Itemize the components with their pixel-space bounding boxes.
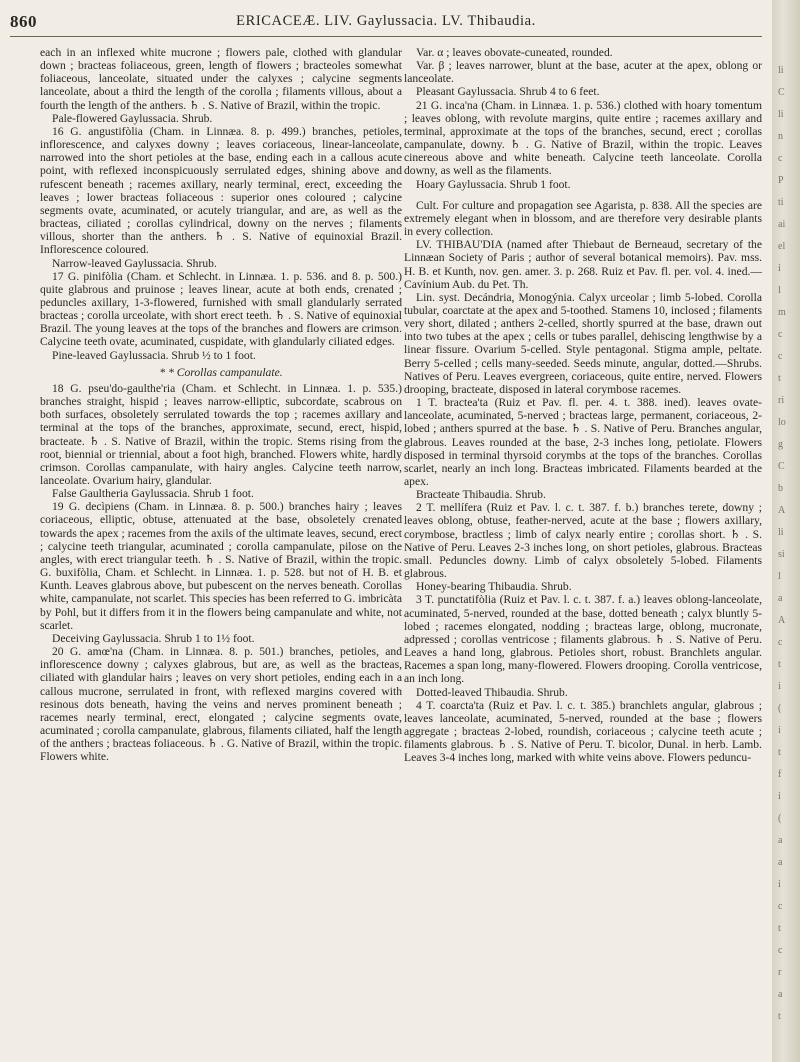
species-entry: 2 T. mellífera (Ruiz et Pav. l. c. t. 387. f. b.) branches terete, downy ; leaves oblong, obtuse, feather-nerved, acute at the base ; flowers axillary, corymbose, bractless ; limb of calyx nearly entire ; corollas short. ♄ . S. Native of Peru. Leaves 2-3 inches long, on short petioles, glabrous. Bracteas small. Peduncles downy. Limb of calyx obsoletely 5-lobed. Filaments glabrous. (404, 501, 762, 581)
edge-fragment: ri (778, 395, 785, 406)
facing-page-fragments (778, 60, 794, 1028)
edge-fragment: f (778, 769, 782, 780)
edge-fragment: si (778, 549, 785, 560)
edge-fragment: ai (778, 219, 786, 230)
edge-fragment: r (778, 967, 782, 978)
page-number: 860 (10, 12, 37, 31)
edge-fragment: c (778, 329, 783, 340)
common-name-line: Dotted-leaved Thibaudia. Shrub. (416, 685, 568, 699)
edge-fragment: A (778, 615, 786, 626)
common-name-line: Pale-flowered Gaylussacia. Shrub. (52, 111, 213, 125)
edge-fragment: ( (778, 703, 782, 714)
edge-fragment: t (778, 373, 781, 384)
common-name-line: Deceiving Gaylussacia. Shrub 1 to 1½ foot. (52, 631, 255, 645)
edge-fragment: t (778, 1011, 781, 1022)
edge-fragment: ( (778, 813, 782, 824)
common-name-line: Var. β ; leaves narrower, blunt at the base, acuter at the apex, oblong or lanceolate. (404, 59, 762, 86)
genus-heading-paragraph: LV. THIBAU'DIA (named after Thiebaut de Berneaud, secretary of the Linnæan Society of Paris ; author of several botanical memoirs). Pav. mss. H. B. et Kunth, nov. gen. amer. 3. p. 268. Ruiz et Pav. fl. per. vol. 4. ined.—Cavínium Aub. du Pet. Th. (404, 238, 762, 291)
edge-fragment: l (778, 285, 781, 296)
facing-page-edge (772, 0, 800, 1062)
running-title: ERICACEÆ. LIV. Gaylussacia. LV. Thibaudia. (236, 13, 536, 29)
edge-fragment: t (778, 659, 781, 670)
species-entry: 20 G. amœ'na (Cham. in Linnæa. 8. p. 501.) branches, petioles, and inflorescence downy ; calyxes glabrous, but are, as well as the bracteas, ciliated with glandular hairs ; leaves on very short petioles, ending each in a callous mucrone, serrulated in front, with reflexed margins covered with resinous dots beneath, having the veins and nerves prominent beneath ; racemes nearly terminal, erect, elongated ; calycine segments ovate, acuminated ; corolla campanulate, glabrous, filaments ciliated, half the length of the anthers ; bracteas foliaceous. ♄ . G. Native of Brazil, within the tropic. Flowers white. (40, 645, 402, 764)
edge-fragment: ti (778, 197, 784, 208)
species-entry: 1 T. bractea'ta (Ruiz et Pav. fl. per. 4. t. 388. ined). leaves ovate-lanceolate, acuminated, 5-nerved ; bracteas large, permanent, coriaceous, 2-lobed ; anthers spurred at the base. ♄ . S. Native of Peru. Branches angular, glabrous. Leaves rounded at the base, 2-3 inches long, petiolate. Flowers disposed in terminal thyrsoid corymbs at the tops of the branches. Corollas scarlet, nearly an inch long. Bracteas imbricated. Filaments bearded at the apex. (404, 396, 762, 488)
edge-fragment: a (778, 857, 783, 868)
edge-fragment: a (778, 989, 783, 1000)
common-name-line: Pine-leaved Gaylussacia. Shrub ½ to 1 foot. (52, 348, 256, 362)
page-header (8, 12, 764, 36)
edge-fragment: g (778, 439, 783, 450)
edge-fragment: li (778, 109, 784, 120)
species-entry: Lin. syst. Decándria, Monogýnia. Calyx urceolar ; limb 5-lobed. Corolla tubular, coarctate at the apex and 5-toothed. Stamens 10, inclosed ; filaments very short, dilated ; anthers 2-celled, shortly spurred at the base, drawn out into two tubes at the apex ; cells or tubes parallel, dehiscing lengthwise by a linear fissure. Ovarium 5-celled. Style pentagonal. Stigma ample, peltate. Berry 5-celled ; cells many-seeded. Seeds minute, angular, dotted.—Shrubs. Natives of Peru. Leaves evergreen, coriaceous, quite entire, nerved. Flowers drooping, bracteate, disposed in lateral corymbose racemes. (404, 290, 762, 396)
common-name-line: Honey-bearing Thibaudia. Shrub. (416, 580, 572, 594)
edge-fragment: l (778, 571, 781, 582)
edge-fragment: i (778, 263, 781, 274)
edge-fragment: i (778, 725, 781, 736)
common-name-line: Pleasant Gaylussacia. Shrub 4 to 6 feet. (416, 85, 600, 99)
edge-fragment: P (778, 175, 784, 186)
species-entry: 21 G. inca'na (Cham. in Linnæa. 1. p. 536.) clothed with hoary tomentum ; leaves oblong, with revolute margins, quite entire ; racemes axillary and terminal, approximate at the tops of the branches, secund, erect ; corollas campanulate, downy. ♄ . G. Native of Brazil, within the tropic. Leaves cinereous above and white beneath. Calycine teeth lanceolate. Corolla downy, as well as the filaments. (404, 98, 762, 178)
edge-fragment: c (778, 945, 783, 956)
section-heading: * * Corollas campanulate. (159, 365, 283, 379)
edge-fragment: m (778, 307, 786, 318)
cultivation-note: Cult. For culture and propagation see Agarista, p. 838. All the species are extremely elegant when in blossom, and are therefore very desirable plants in every collection. (404, 198, 762, 239)
edge-fragment: c (778, 153, 783, 164)
species-entry: 18 G. pseu'do-gaulthe'ria (Cham. et Schlecht. in Linnæa. 1. p. 535.) branches straight, hispid ; leaves narrow-elliptic, subcordate, scabrous on both surfaces, obsoletely serrulated towards the top ; racemes axillary and terminal at the tops of the branches, approximate, secund, erect, hispid, bracteate. ♄ . S. Native of Brazil, within the tropic. Stems rising from the root, biennial or triennial, about a foot high, branched. Flowers white, hardly crimson. Corollas campanulate, with hairy angles. Calycine teeth narrow, lanceolate. Ovarium hairy, glandular. (40, 381, 402, 487)
edge-fragment: C (778, 87, 785, 98)
edge-fragment: t (778, 747, 781, 758)
edge-fragment: i (778, 681, 781, 692)
edge-fragment: a (778, 835, 783, 846)
edge-fragment: b (778, 483, 783, 494)
common-name-line: Bracteate Thibaudia. Shrub. (416, 488, 546, 502)
species-entry: 3 T. punctatifòlia (Ruiz et Pav. l. c. t. 387. f. a.) leaves oblong-lanceolate, acuminated, 5-nerved, rounded at the base, dotted beneath ; calyx bluntly 5-lobed ; racemes elongated, nodding ; bracteas large, oblong, mucronate, adpressed ; corollas ventricose ; filaments glabrous. ♄ . S. Native of Peru. Leaves a hand long, glabrous. Petioles short, robust. Branchlets angular. Racemes a span long, many-flowered. Flowers drooping. Corolla ventricose, an inch long. (404, 593, 762, 686)
edge-fragment: li (778, 527, 784, 538)
edge-fragment: c (778, 901, 783, 912)
common-name-line: Var. α ; leaves obovate-cuneated, rounded. (416, 46, 613, 59)
edge-fragment: A (778, 505, 786, 516)
edge-fragment: el (778, 241, 786, 252)
edge-fragment: c (778, 637, 783, 648)
edge-fragment: C (778, 461, 785, 472)
species-entry: 19 G. decìpiens (Cham. in Linnæa. 8. p. 500.) branches hairy ; leaves coriaceous, elliptic, obtuse, attenuated at the base, obsoletely crenated towards the apex ; racemes from the axils of the ultimate leaves, secund, erect ; calycine teeth triangular, acuminated ; corolla campanulate, pilose on the angles, with erect triangular teeth. ♄ . S. Native of Brazil, within the tropic. G. buxifòlia, Cham. et Schlecht. in Linnæa. 1. p. 528. but not of H. B. et Kunth. Leaves glabrous above, but pubescent on the nerves beneath. Corollas white, campanulate, not scarlet. This species has been referred to G. imbricàta by Pohl, but it differs from it in the flowers being campanulate and white, not scarlet. (40, 500, 402, 632)
edge-fragment: t (778, 923, 781, 934)
common-name-line: Hoary Gaylussacia. Shrub 1 foot. (416, 177, 571, 191)
species-entry: 16 G. angustifòlia (Cham. in Linnæa. 8. p. 499.) branches, petioles, inflorescence, and calyxes downy ; leaves coriaceous, linear-lanceolate, narrowed into the short petioles at the base, ending each in a callous acute point, with reflexed inconspicuously serrulated edges, shining above and rufescent beneath ; racemes axillary, nearly terminal, erect, exceeding the leaves ; lower bracteas foliaceous : superior ones coloured ; calycine segments ovate, acuminated, or acutely triangular, and are, as well as the bracteas, ciliated ; corollas cylindrical, downy on the nerves ; filaments villous, shorter than the anthers. ♄ . S. Native of equinoxial Brazil. Inflorescence coloured. (40, 124, 402, 257)
species-entry: 17 G. pinifòlia (Cham. et Schlecht. in Linnæa. 1. p. 536. and 8. p. 500.) quite glabrous and pruinose ; leaves linear, acute at both ends, crenated ; peduncles axillary, 1-3-flowered, furnished with small glandularly serrated bracteas ; corolla urceolate, with short erect teeth. ♄ . S. Native of equinoxial Brazil. The young leaves at the tops of the branches and flowers are crimson. Calycine teeth ovate, acuminated, cuspidate, with glandularly ciliated edges. (40, 269, 402, 349)
header-rule (10, 36, 762, 37)
edge-fragment: i (778, 791, 781, 802)
continued-paragraph: each in an inflexed white mucrone ; flowers pale, clothed with glandular down ; bracteas foliaceous, green, length of flowers ; bracteoles somewhat foliaceous, lanceolate, situated under the calyxes ; calycine segments lanceolate, about a third the length of the corolla ; filaments villous, about a fourth the length of the anthers. ♄ . S. Native of Brazil, within the tropic. (40, 46, 402, 112)
common-name-line: Narrow-leaved Gaylussacia. Shrub. (52, 256, 217, 270)
common-name-line: False Gaultheria Gaylussacia. Shrub 1 foot. (52, 487, 254, 501)
edge-fragment: lo (778, 417, 786, 428)
species-entry: 4 T. coarcta'ta (Ruiz et Pav. l. c. t. 385.) branchlets angular, glabrous ; leaves lanceolate, acuminated, 5-nerved, rounded at the base ; flowers aggregate ; bracteas 2-lobed, roundish, coriaceous ; calycine teeth acute ; filaments glabrous. ♄ . S. Native of Peru. T. bicolor, Dunal. in herb. Lamb. Leaves 3-4 inches long, marked with white veins above. Flowers peduncu- (404, 698, 762, 765)
edge-fragment: n (778, 131, 783, 142)
edge-fragment: c (778, 351, 783, 362)
edge-fragment: li (778, 65, 784, 76)
edge-fragment: i (778, 879, 781, 890)
edge-fragment: a (778, 593, 783, 604)
left-column (40, 46, 402, 763)
right-column (404, 46, 762, 764)
